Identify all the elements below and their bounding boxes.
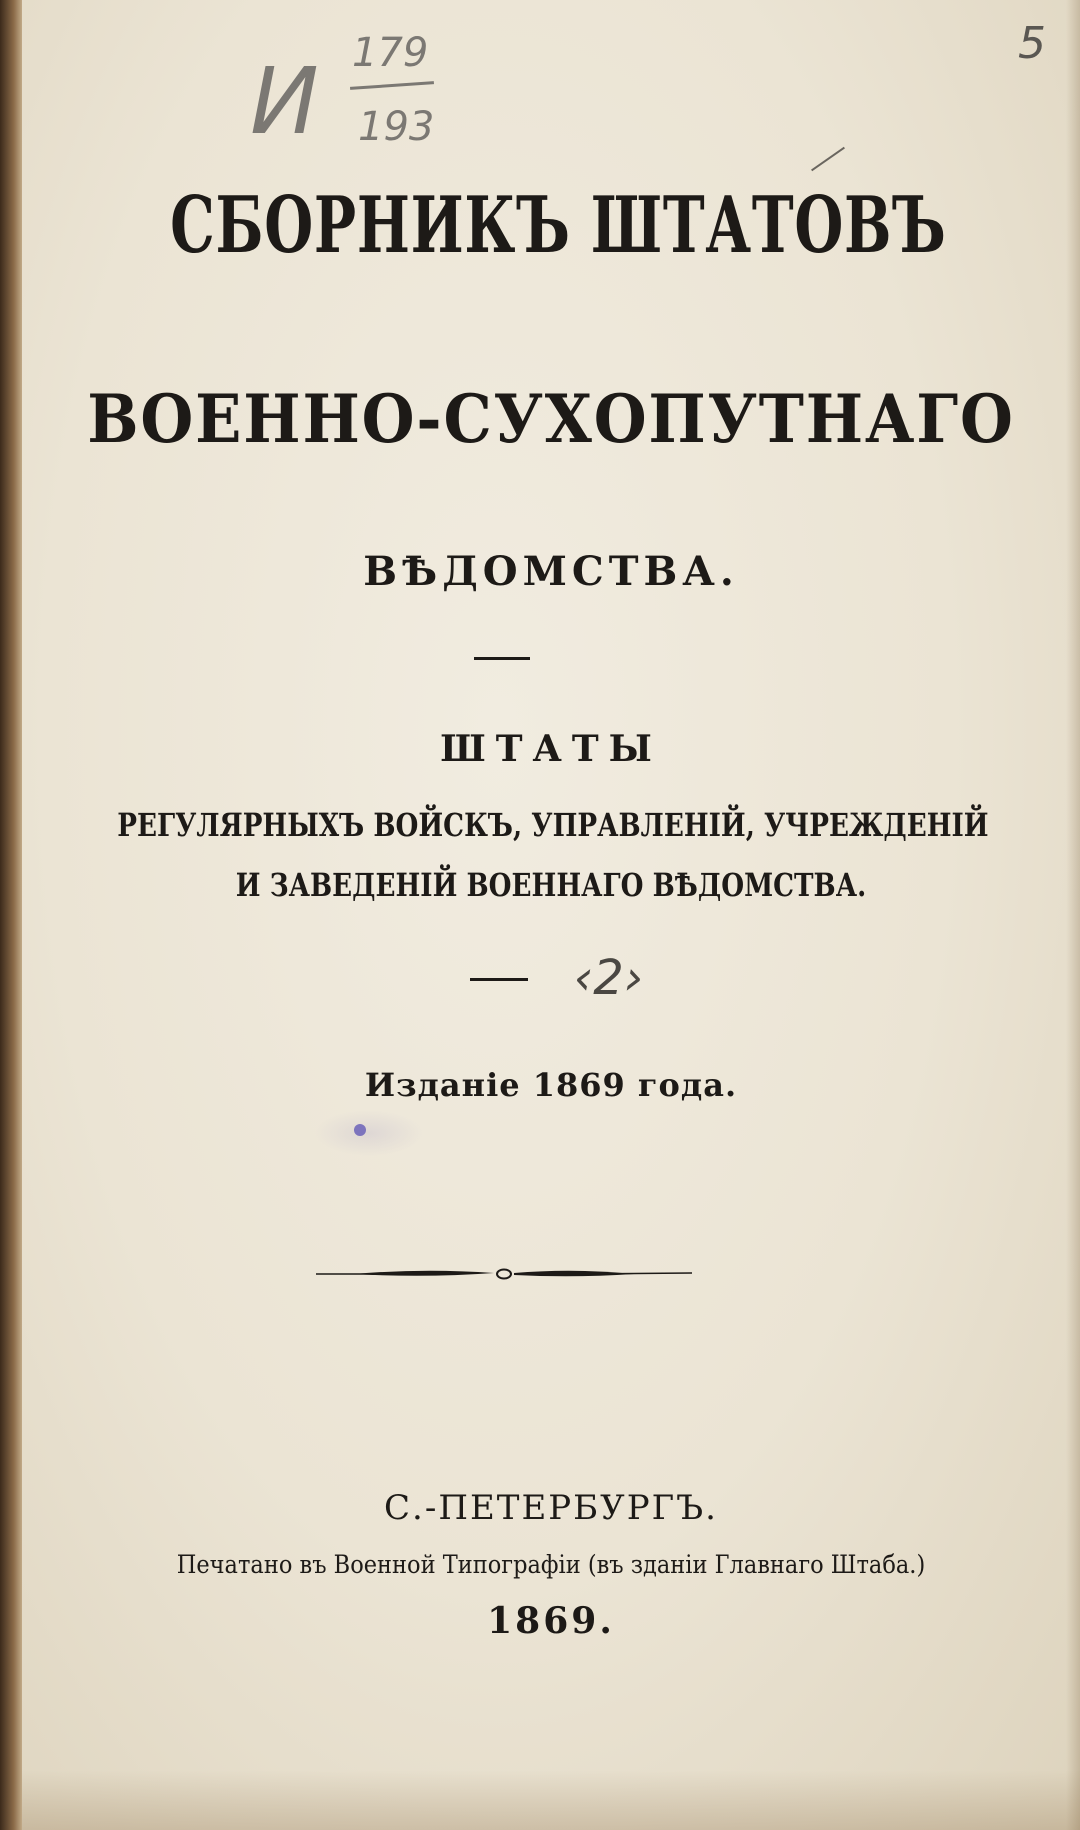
handwritten-fraction-line xyxy=(350,81,434,90)
subtitle-line-2: И ЗАВЕДЕНІЙ ВОЕННАГО ВѢДОМСТВА. xyxy=(235,866,867,904)
page-edge-bottom xyxy=(22,1770,1080,1830)
edition-line: Изданіе 1869 года. xyxy=(364,1066,738,1104)
page-edge-right xyxy=(1066,0,1080,1830)
handwritten-shelf-number-top: 179 xyxy=(352,30,429,76)
title-line-1: СБОРНИКЪ ШТАТОВЪ xyxy=(170,180,947,271)
faded-stamp xyxy=(314,1110,424,1156)
ink-dot xyxy=(354,1124,366,1136)
title-page xyxy=(22,0,1080,1830)
imprint-year: 1869. xyxy=(487,1600,615,1642)
handwritten-shelf-letter: И xyxy=(250,48,319,155)
handwritten-shelf-number-bottom: 193 xyxy=(358,104,435,150)
pencil-tick-mark xyxy=(811,147,845,172)
title-line-2: ВОЕННО-СУХОПУТНАГО xyxy=(87,380,1015,458)
subtitle-line-1: РЕГУЛЯРНЫХЪ ВОЙСКЪ, УПРАВЛЕНІЙ, УЧРЕЖДЕНІЙ xyxy=(117,806,989,844)
divider-dash-1 xyxy=(474,657,530,660)
title-line-3: ВѢДОМСТВА. xyxy=(363,548,739,595)
imprint-city: С.-ПЕТЕРБУРГЪ. xyxy=(384,1488,718,1528)
ornamental-rule xyxy=(314,1262,694,1286)
handwritten-volume-mark: ‹2› xyxy=(574,950,643,1006)
imprint-printer: Печатано въ Военной Типографіи (въ зданіи Главнаго Штаба.) xyxy=(176,1550,926,1579)
divider-dash-2 xyxy=(470,978,528,981)
handwritten-corner-mark: 5 xyxy=(1018,18,1046,69)
section-heading: ШТАТЫ xyxy=(440,728,662,770)
